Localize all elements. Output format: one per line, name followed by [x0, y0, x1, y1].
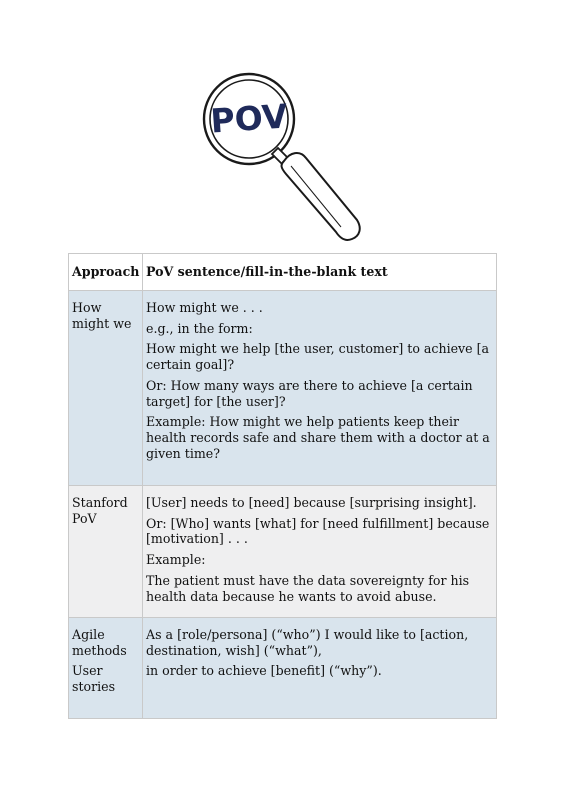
pov-text-line: How might we . . . [146, 300, 263, 315]
approach-cell [69, 618, 143, 719]
approach-cell [69, 291, 143, 486]
approach-label: Stanford PoV [72, 495, 128, 526]
table-row-how-might-we [69, 291, 497, 486]
logo-text: POV [209, 96, 289, 141]
pov-text-line: Example: How might we help patients keep their health records safe and share them with a doctor at a given time? [146, 414, 490, 461]
pov-magnifier-logo [200, 62, 370, 244]
approach-label: Agile methods [72, 627, 127, 658]
text-cell [143, 618, 497, 719]
pov-text-line: How might we help [the user, customer] to achieve [a certain goal]? [146, 341, 490, 373]
approach-cell [69, 486, 143, 618]
table-row-stanford-pov [69, 486, 497, 618]
table-header-row [69, 254, 497, 291]
pov-text-line: As a [role/persona] (“who”) I would like to [action, destination, wish] (“what”), [146, 627, 469, 658]
pov-text-line: Or: How many ways are there to achieve [a certain target] for [the user]? [146, 377, 473, 409]
header-approach: Approach [69, 254, 143, 291]
approach-label: How might we [72, 300, 132, 331]
approach-label: User stories [72, 663, 116, 695]
pov-text-line: Example: [146, 552, 206, 568]
text-cell [143, 291, 497, 486]
pov-text-line: e.g., in the form: [146, 320, 253, 336]
header-pov-sentence: PoV sentence/fill-in-the-blank text [143, 254, 497, 291]
pov-text-line: The patient must have the data sovereignty for his health data because he wants to avoid abuse. [146, 572, 470, 604]
pov-text-line: [User] needs to [need] because [surprising insight]. [146, 495, 477, 510]
pov-text-line: in order to achieve [benefit] (“why”). [146, 663, 382, 679]
pov-table [68, 253, 497, 719]
text-cell [143, 486, 497, 618]
pov-text-line: Or: [Who] wants [what] for [need fulfillment] because [motivation] . . . [146, 515, 490, 547]
table-row-agile-methods [69, 618, 497, 719]
